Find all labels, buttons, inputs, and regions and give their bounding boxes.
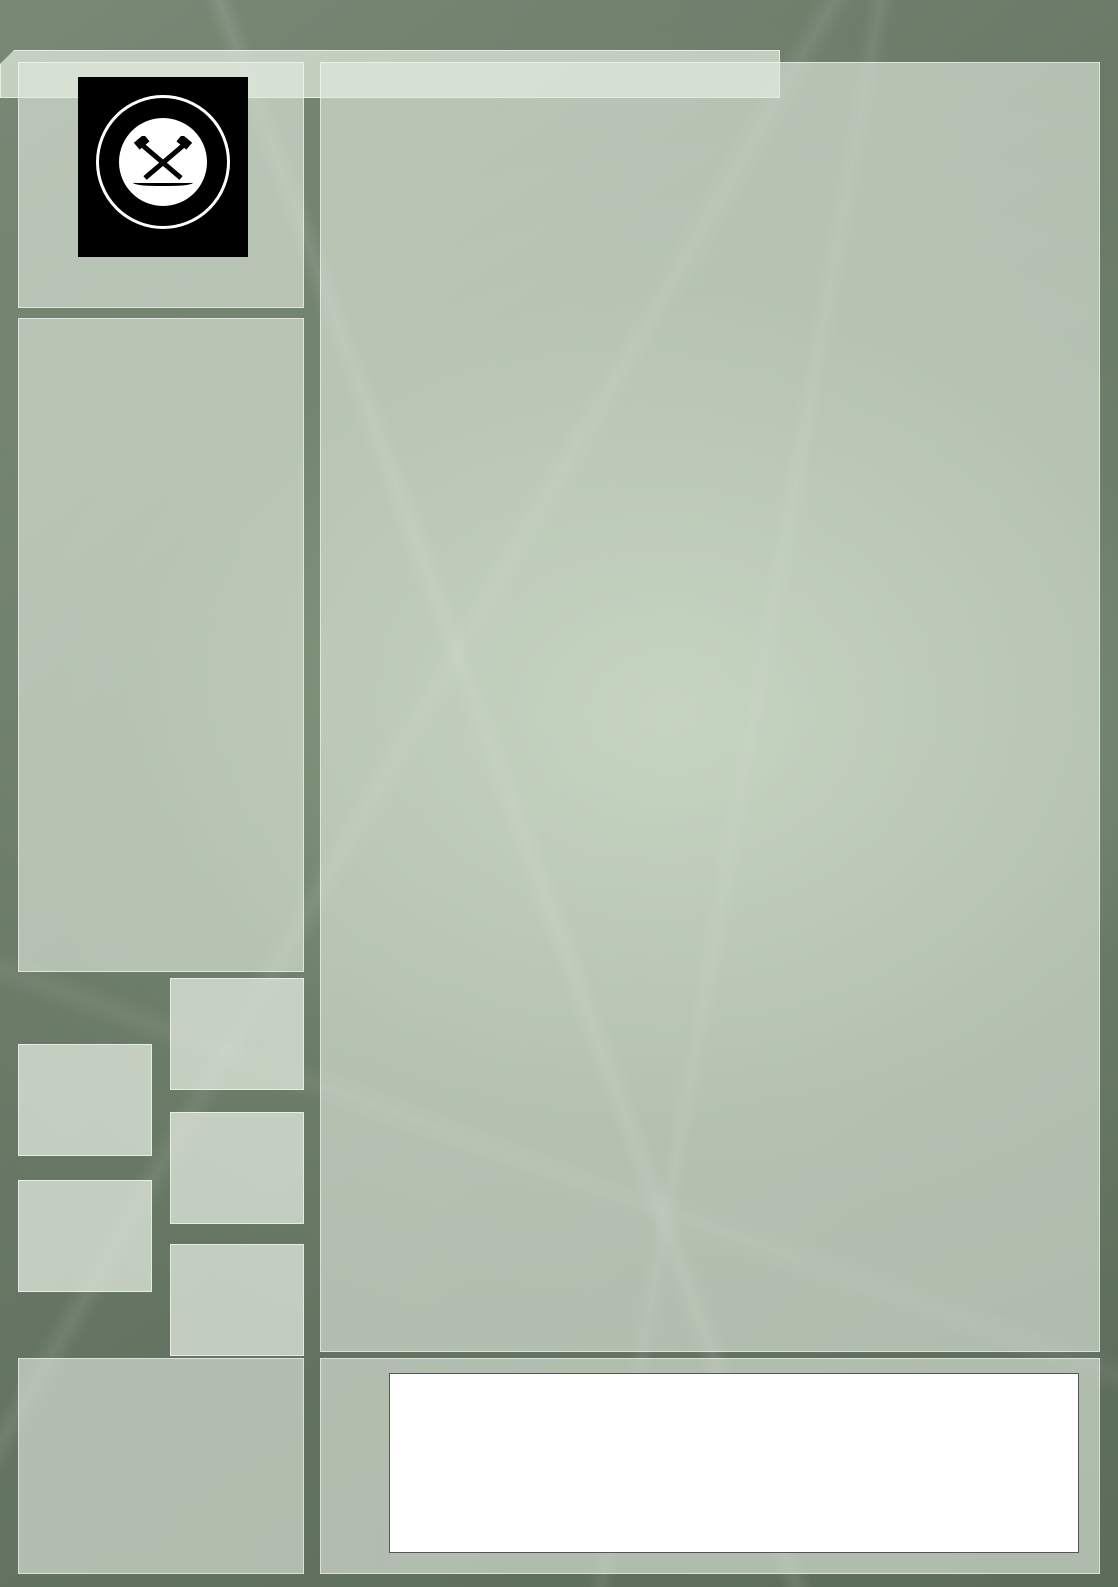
- info-panel: [18, 318, 304, 972]
- logo-panel: [18, 62, 304, 308]
- logo-icon: [96, 95, 230, 229]
- hitzone-linke-schulter: [170, 1112, 304, 1224]
- chart-lines: [390, 1374, 1080, 1554]
- score-progress-chart: [320, 1358, 1100, 1574]
- hitzone-phasor: [170, 1244, 304, 1356]
- chart-plot-area: [389, 1373, 1079, 1553]
- hitzone-front: [18, 1044, 152, 1156]
- hitzone-ruecken: [18, 1180, 152, 1292]
- address-panel: [18, 1358, 304, 1574]
- scoreboard-panel: [320, 62, 1100, 1352]
- hitzone-rechte-schulter: [170, 978, 304, 1090]
- logo-box: [78, 77, 248, 257]
